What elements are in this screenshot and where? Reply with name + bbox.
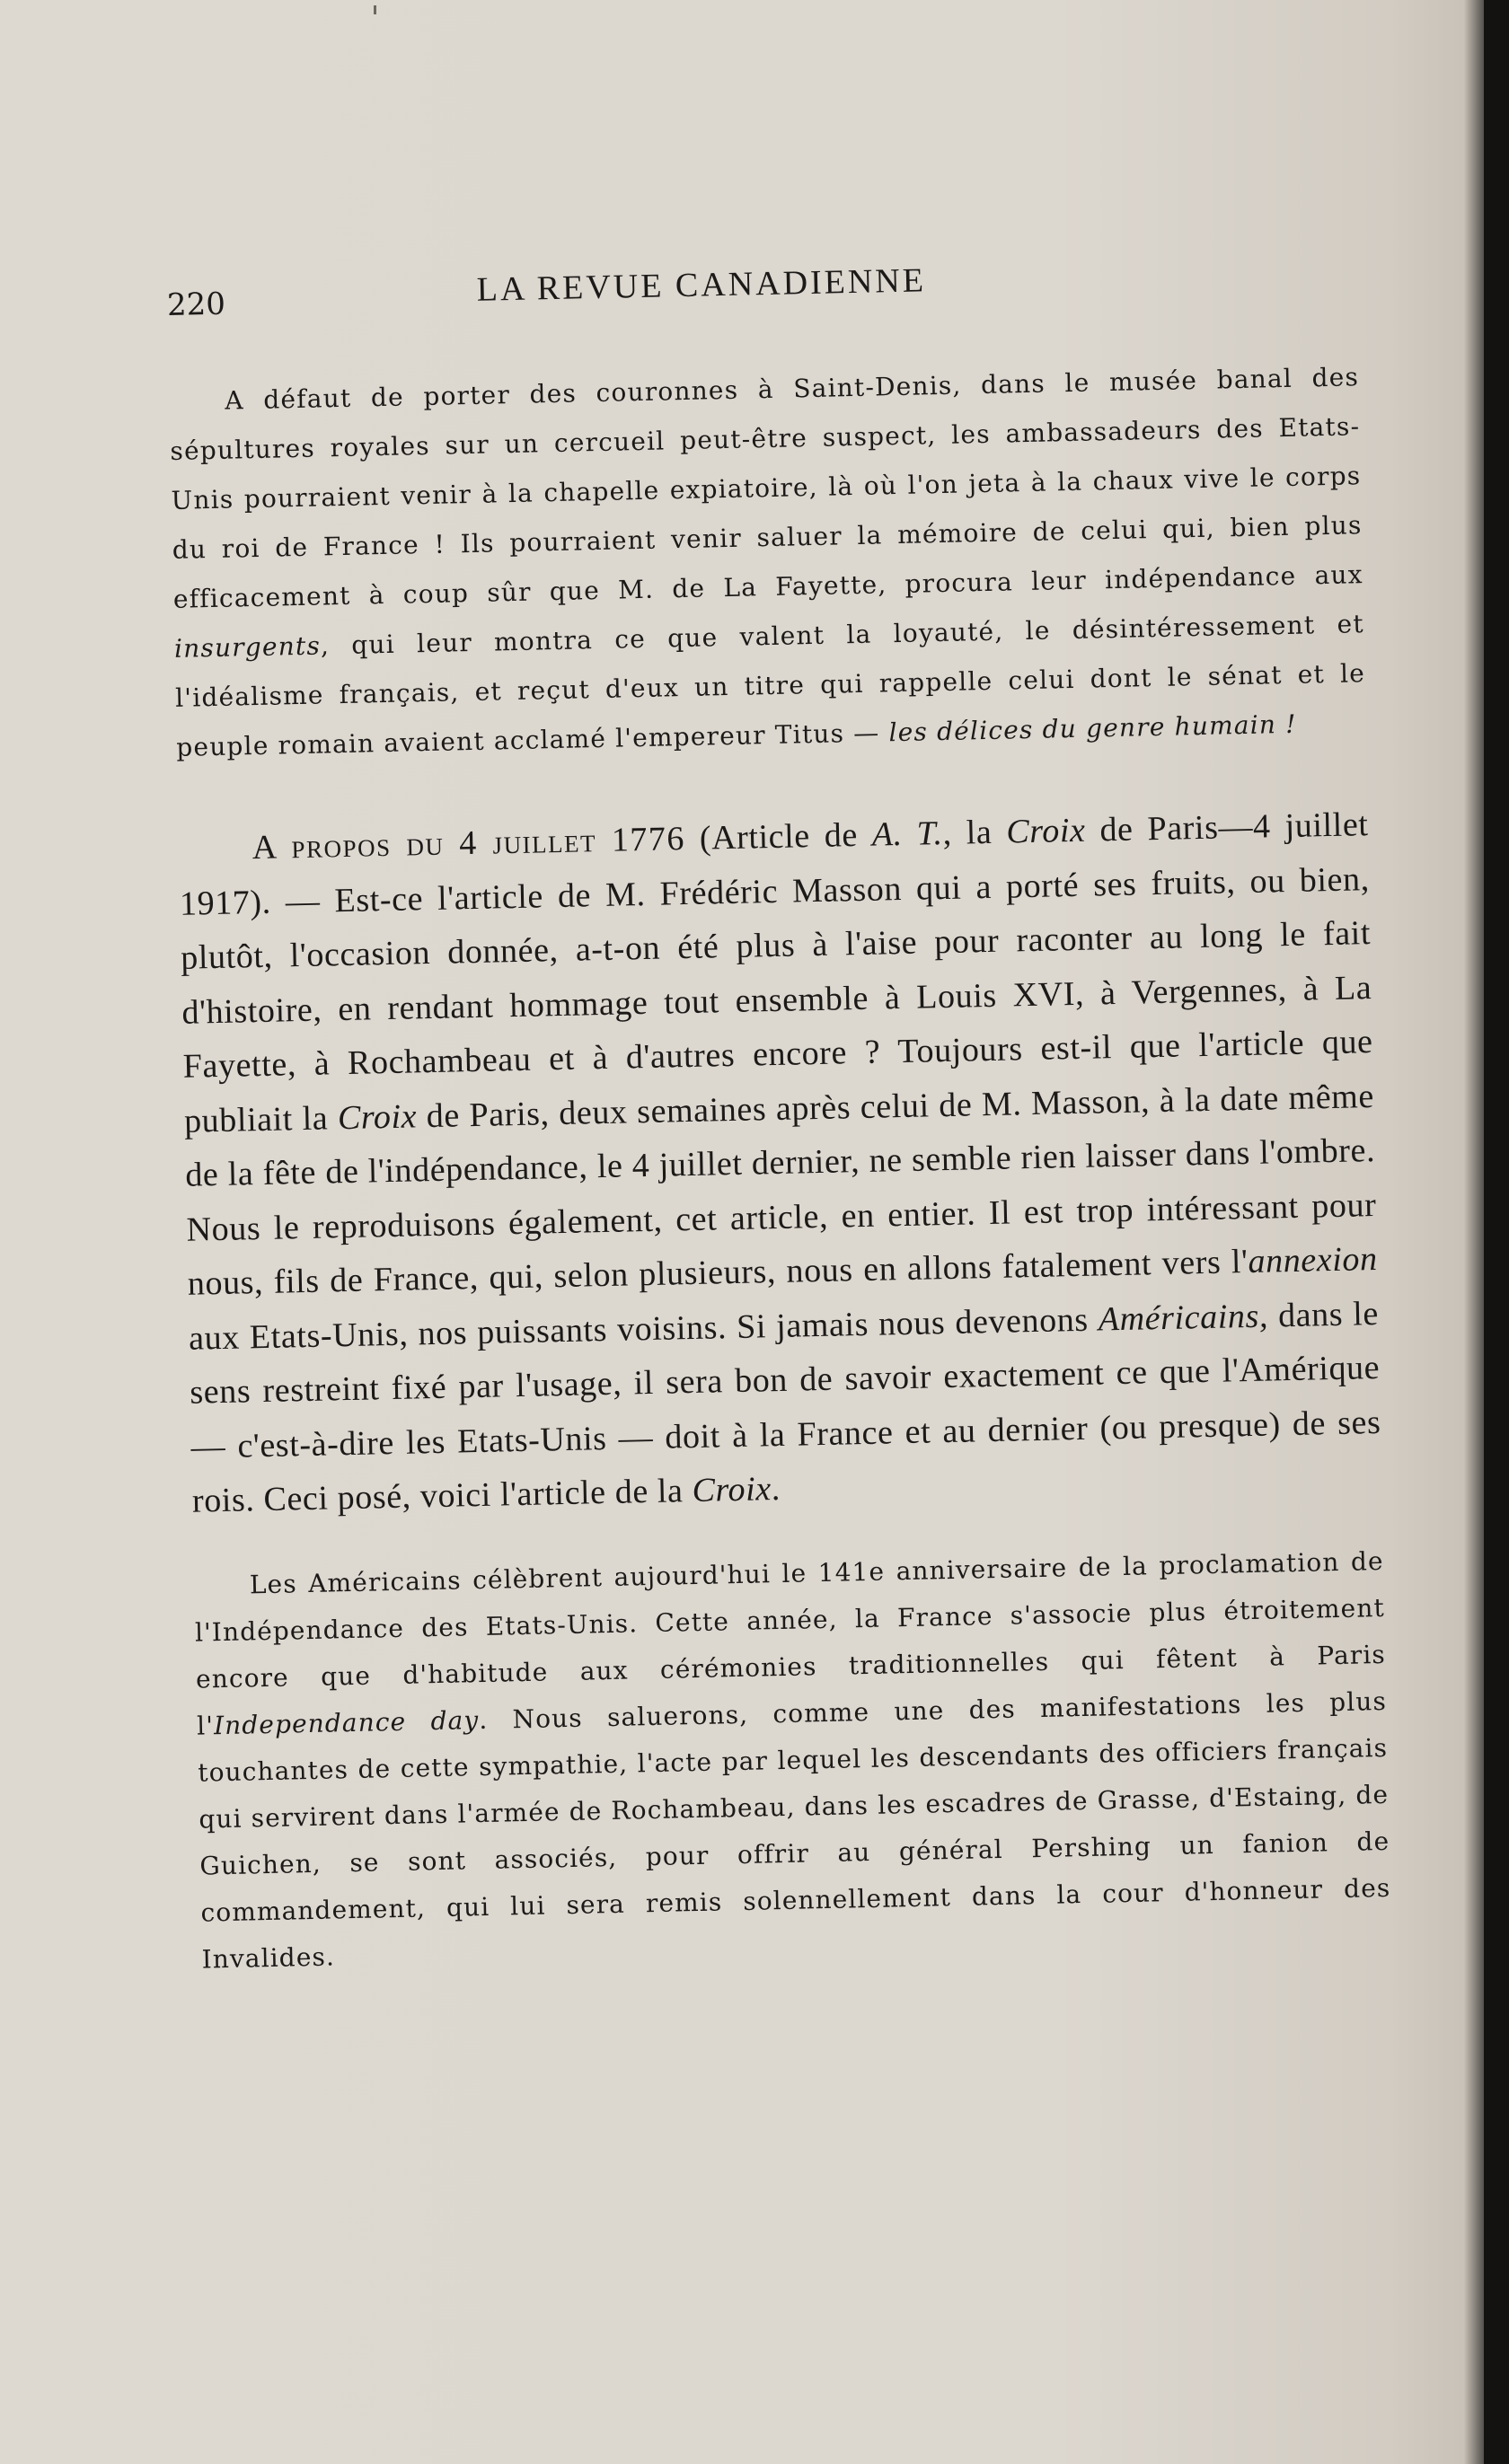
text-segment: . Nous saluerons, comme une des manifestations les plus touchantes de cette sympathie, l'acte par lequel les descendants des officiers français qui servirent dans l'armée de Rochambeau, dans les escadres de Grasse, d'Estaing, de Guichen, se sont associés, pour offrir au général Pershing un fanion de commandement, qui lui sera remis solennellement dans la cour d'honneur des Invalides. (197, 1685, 1391, 1975)
text-segment: (Article de (684, 815, 873, 858)
italic-segment: Independance day (213, 1704, 480, 1740)
text-segment: aux Etats-Unis, nos puissants voisins. Si jamais nous devenons (188, 1300, 1099, 1358)
paragraph-main (178, 797, 1382, 1528)
text-segment: . (771, 1469, 781, 1509)
section-heading: A propos du 4 juillet 1776 (252, 820, 686, 867)
page-edge-shadow (1484, 0, 1509, 2464)
italic-segment: insurgents (173, 630, 322, 664)
italic-segment: les délices du genre humain ! (888, 708, 1297, 748)
text-segment: , qui leur montra ce que valent la loyauté, le désintéressement et l'idéalisme français, et reçut d'eux un titre qui rappelle celui dont le sénat et le peuple romain avaient acclamé l'empereur Titus — (174, 609, 1366, 762)
paragraph-quoted-article (193, 1537, 1392, 1983)
text-segment: de Paris—4 juillet 1917). — Est-ce l'article de M. Frédéric Masson qui a porté ses fruits, ou bien, plutôt, l'occasion donnée, a-t-on été plus à l'aise pour raconter au long le fait d'histoire, en rendant hommage tout ensemble à Louis XVI, à Vergennes, à La Fayette, à Rochambeau et à d'autres encore ? Toujours est-il que l'article que publiait la (179, 805, 1373, 1140)
italic-segment: annexion (1248, 1240, 1379, 1281)
italic-segment: Croix (692, 1470, 772, 1510)
page-content (166, 235, 1392, 1983)
paragraph-intro (169, 352, 1367, 772)
italic-segment: Croix (337, 1096, 418, 1137)
italic-segment: Américains, (1098, 1297, 1269, 1339)
page-number: 220 (166, 286, 226, 323)
text-segment: Les Américains célèbrent aujourd'hui le 141e anniversaire de la proclamation de l'Indépendance des Etats-Unis. Cette année, la France s'associe plus étroitement encore que d'habitude aux cérémonies traditionnelles qui fêtent à Paris l' (194, 1545, 1387, 1741)
text-segment: , la (942, 813, 1007, 853)
text-segment: A défaut de porter des couronnes à Saint-Denis, dans le musée banal des sépultures royales sur un cercueil peut-être suspect, les ambassadeurs des Etats-Unis pourraient venir à la chapelle expiatoire, là où l'on jeta à la chaux vive le corps du roi de France ! Ils pourraient venir saluer la mémoire de celui qui, bien plus efficacement à coup sûr que M. de La Fayette, procura leur indépendance aux (170, 362, 1363, 614)
text-segment: dans le sens restreint fixé par l'usage, il sera bon de savoir exactement ce que l'Amérique — c'est-à-dire les Etats-Unis — doit à la France et au dernier (ou presque) de ses rois. Ceci posé, voici l'article de la (189, 1294, 1381, 1520)
italic-segment: A. T. (871, 814, 944, 854)
speck-mark (374, 5, 376, 14)
italic-segment: Croix (1005, 811, 1086, 851)
text-segment: de Paris, deux semaines après celui de M. Masson, à la date même de la fête de l'indépendance, le 4 juillet dernier, ne semble rien laisser dans l'ombre. Nous le reproduisons également, cet article, en entier. Il est trop intéressant pour nous, fils de France, qui, selon plusieurs, nous en allons fatalement vers l' (184, 1077, 1377, 1303)
running-title: LA REVUE CANADIENNE (476, 261, 927, 309)
